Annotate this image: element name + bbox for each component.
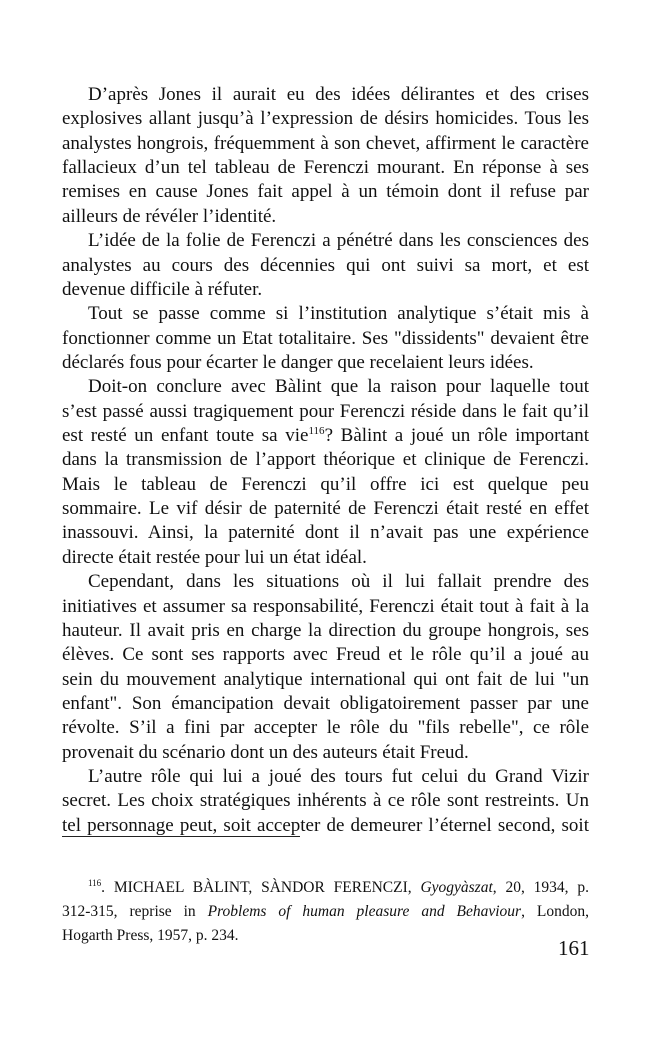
text-segment: directe était restée pour lui un état idéal. [62,546,367,568]
text-line [62,741,589,765]
text-segment: analystes au cours des décennies qui ont suivi sa mort, et est [62,254,589,276]
footnote-rule [62,836,300,837]
text-segment: révolte. S’il a fini par accepter le rôle du "fils rebelle", ce rôle [62,717,589,739]
body-text [62,83,589,838]
text-line [62,521,589,545]
text-segment: est resté un enfant toute sa vie [62,425,309,447]
text-segment: , London, [521,903,590,920]
text-segment: Problems of human pleasure and Behaviour [207,903,522,920]
text-line [62,375,589,399]
text-line [62,132,589,156]
text-line [62,254,589,278]
text-line [62,716,589,740]
text-segment: provenait du scénario dont un des auteurs était Freud. [62,741,469,763]
page-number: 161 [558,936,590,960]
text-segment: D’après Jones il aurait eu des idées délirantes et des crises [88,84,589,105]
text-line [62,205,589,229]
text-line [62,473,589,497]
text-line [62,424,589,448]
text-segment: analystes hongrois, fréquemment à son chevet, affirment le caractère [62,132,589,154]
footnote-ref: 116 [308,425,325,438]
text-line [62,180,589,204]
text-segment: Gyogyàszat [420,879,493,896]
text-segment: L’autre rôle qui lui a joué des tours fut celui du Grand Vizir [88,766,589,788]
text-line [62,876,589,900]
text-segment: ? Bàlint a joué un rôle important [324,425,589,447]
text-segment: remises en cause Jones fait appel à un témoin dont il refuse par [62,181,589,203]
text-segment: dans la transmission de l’apport théorique et clinique de Ferenczi. [62,449,589,471]
text-segment: , 20, 1934, p. [492,879,589,896]
text-segment: secret. Les choix stratégiques inhérents à ce rôle sont restreints. Un [62,790,589,812]
text-segment: devenue difficile à réfuter. [62,278,263,300]
paragraph [62,302,589,375]
text-segment: 312-315, reprise in [62,903,208,920]
text-segment: Mais le tableau de Ferenczi qu’il offre ici est quelque peu [62,473,589,495]
text-segment: sein du mouvement analytique international qui ont fait de lui "un [62,668,589,690]
text-segment: L’idée de la folie de Ferenczi a pénétré dans les consciences des [88,230,589,252]
text-line [62,814,589,838]
text-line [62,595,589,619]
text-line [62,229,589,253]
text-line [62,570,589,594]
text-segment: enfant". Son émancipation devait obligatoirement passer par une [62,692,589,714]
text-segment: explosives allant jusqu’à l’expression de désirs homicides. Tous les [62,108,589,130]
text-segment: hauteur. Il avait pris en charge la direction du groupe hongrois, ses [62,619,589,641]
footnote [62,876,589,948]
text-line [62,107,589,131]
text-line [62,327,589,351]
text-line [62,619,589,643]
text-line [62,924,589,948]
text-segment: fallacieux d’un tel tableau de Ferenczi mourant. En réponse à ses [62,157,589,179]
text-segment: inassouvi. Ainsi, la paternité dont il n’avait pas une expérience [62,522,589,544]
text-segment: s’est passé aussi tragiquement pour Ferenczi réside dans le fait qu’il [62,400,589,422]
text-line [62,448,589,472]
text-line [62,351,589,375]
text-segment: tel personnage peut, soit accepter de demeurer l’éternel second, soit [62,814,589,836]
footnote-ref: 116 [88,878,102,888]
text-line [62,765,589,789]
text-segment: initiatives et assumer sa responsabilité, Ferenczi était tout à fait à la [62,595,589,617]
text-segment: Doit-on conclure avec Bàlint que la raison pour laquelle tout [88,376,589,398]
text-line [62,83,589,107]
text-line [62,643,589,667]
text-line [62,497,589,521]
paragraph [62,570,589,765]
text-segment: sommaire. Le vif désir de paternité de Ferenczi était resté en effet [62,498,589,520]
text-segment: . MICHAEL BÀLINT, SÀNDOR FERENCZI, [101,879,421,896]
text-line [62,400,589,424]
text-segment: fonctionner comme un Etat totalitaire. Ses "dissidents" devaient être [62,327,589,349]
text-line [62,302,589,326]
text-line [62,278,589,302]
paragraph [62,83,589,229]
text-segment: Cependant, dans les situations où il lui fallait prendre des [88,571,589,593]
text-segment: élèves. Ce sont ses rapports avec Freud et le rôle qu’il a joué au [62,644,589,666]
text-segment: Hogarth Press, 1957, p. 234. [62,927,239,944]
text-line [62,900,589,924]
paragraph [62,229,589,302]
text-line [62,668,589,692]
text-line [62,156,589,180]
text-line [62,692,589,716]
text-line [62,546,589,570]
paragraph [62,765,589,838]
text-segment: déclarés fous pour écarter le danger que recelaient leurs idées. [62,351,534,373]
text-segment: ailleurs de révéler l’identité. [62,205,277,227]
text-line [62,789,589,813]
paragraph [62,375,589,570]
text-segment: Tout se passe comme si l’institution analytique s’était mis à [88,303,589,325]
